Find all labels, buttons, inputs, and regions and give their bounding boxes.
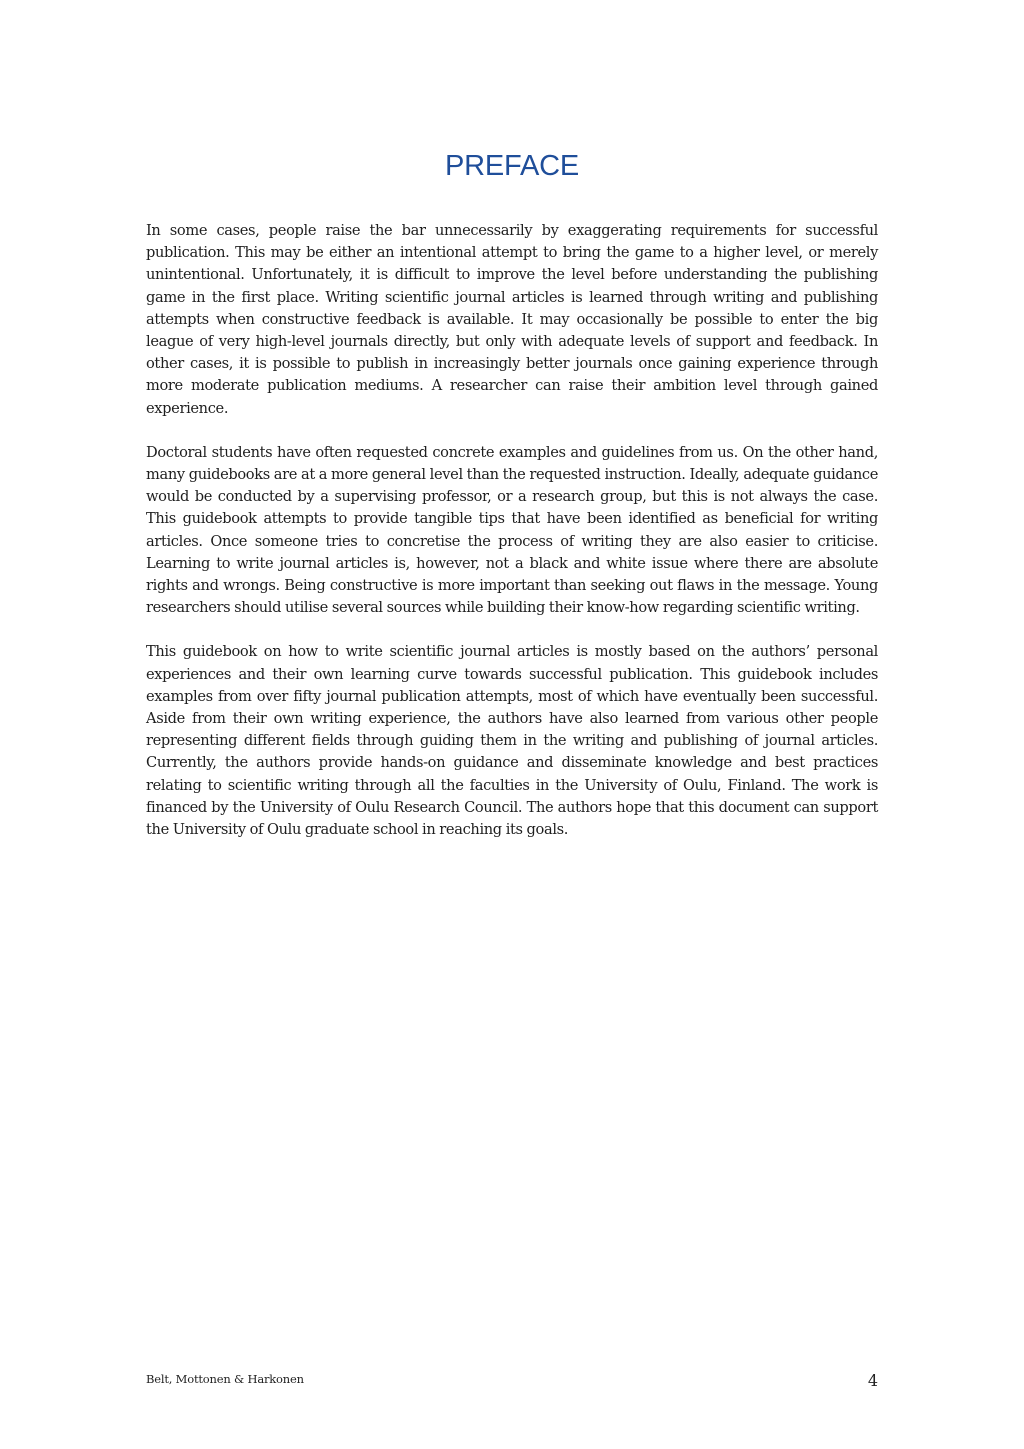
paragraph-3: This guidebook on how to write scientific journal articles is mostly based on the authors’ personal experiences and their own learning curve towards successful publication. This guidebook includes examples from over fifty journal publication attempts, most of which have eventually been successful. Aside from their own writing experience, the authors have also learned from various other people representing different fields through guiding them in the writing and publishing of journal articles. Currently, the authors provide hands-on guidance and disseminate knowledge and best practices relating to scientific writing through all the faculties in the University of Oulu, Finland. The work is financed by the University of Oulu Research Council. The authors hope that this document can support the University of Oulu graduate school in reaching its goals. [146, 643, 878, 839]
page-number: 4 [867, 1371, 878, 1390]
page-title: PREFACE [445, 150, 579, 182]
body-text [146, 220, 878, 863]
paragraph-2: Doctoral students have often requested concrete examples and guidelines from us. On the other hand, many guidebooks are at a more general level than the requested instruction. Ideally, adequate guidance would be conducted by a supervising professor, or a research group, but this is not always the case. This guidebook attempts to provide tangible tips that have been identified as beneficial for writing articles. Once someone tries to concretise the process of writing they are also easier to criticise. Learning to write journal articles is, however, not a black and white issue where there are absolute rights and wrongs. Being constructive is more important than seeking out flaws in the message. Young researchers should utilise several sources while building their know-how regarding scientific writing. [146, 443, 878, 617]
paragraph-1: In some cases, people raise the bar unnecessarily by exaggerating requirements for successful publication. This may be either an intentional attempt to bring the game to a higher level, or merely unintentional. Unfortunately, it is difficult to improve the level before understanding the publishing game in the first place. Writing scientific journal articles is learned through writing and publishing attempts when constructive feedback is available. It may occasionally be possible to enter the big league of very high-level journals directly, but only with adequate levels of support and feedback. In other cases, it is possible to publish in increasingly better journals once gaining experience through more moderate publication mediums. A researcher can raise their ambition level through gained experience. [146, 222, 878, 417]
footer-authors: Belt, Mottonen & Harkonen [146, 1372, 304, 1386]
